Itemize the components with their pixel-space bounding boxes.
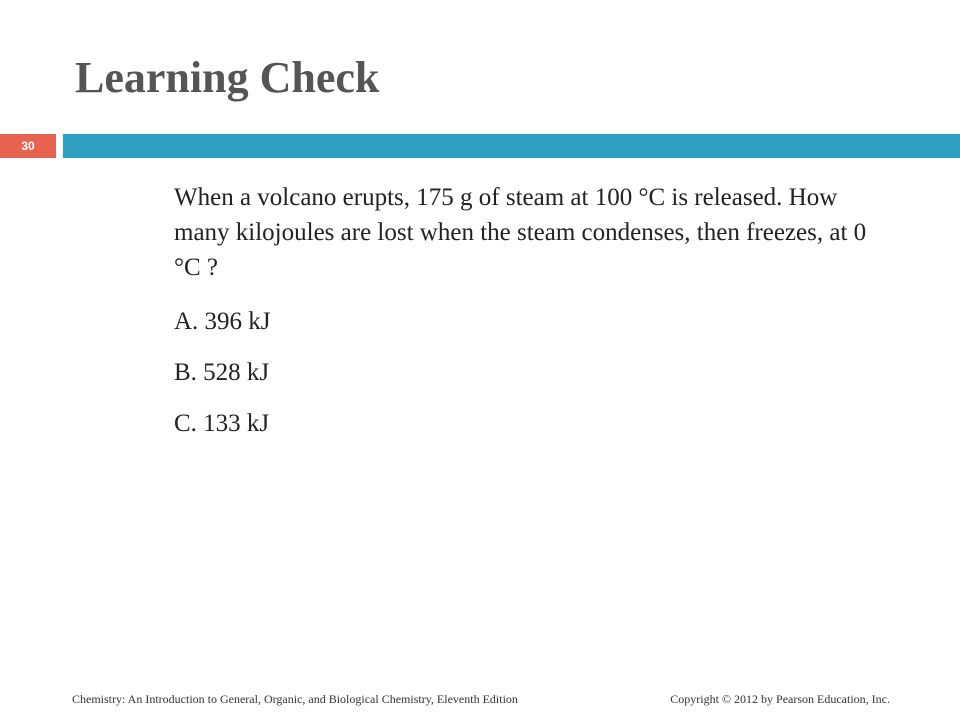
header-bar [63,134,960,158]
answer-options [174,304,271,457]
question-text: When a volcano erupts, 175 g of steam at 100 °C is released. How many kilojoules are lost when the steam condenses, then freezes, at 0 °C ? [174,184,867,281]
slide-number: 30 [0,134,56,158]
option-a: A. 396 kJ [174,308,271,335]
option-b: B. 528 kJ [174,359,270,386]
slide-title: Learning Check [75,53,380,102]
footer-book-title: Chemistry: An Introduction to General, Organic, and Biological Chemistry, Eleventh Edition [72,692,518,706]
footer-copyright: Copyright © 2012 by Pearson Education, Inc. [670,692,890,706]
option-c: C. 133 kJ [174,410,270,437]
